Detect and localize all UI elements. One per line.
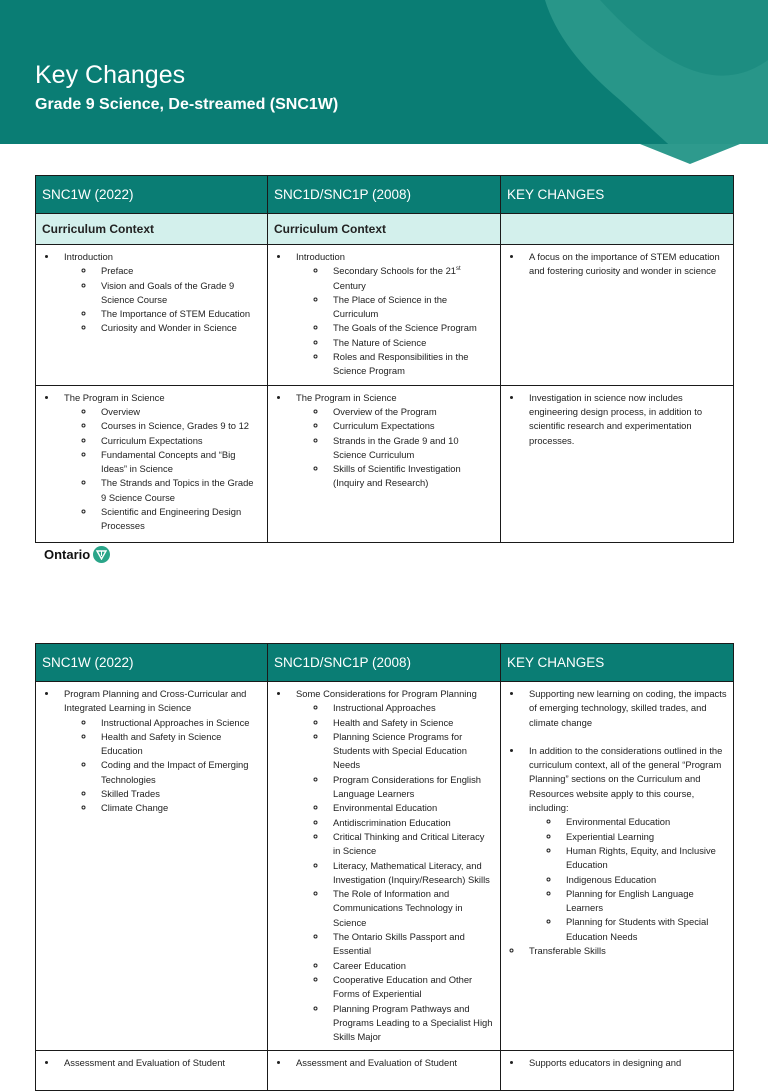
list-item: ◦ Cooperative Education and Other Forms of Experiential: [327, 973, 494, 1002]
list-item: • The Program in Science ◦ Overview of the Program ◦ Curriculum Expectations ◦ Strands in the Grade 9 and 10 Science Curriculum ◦ Skills of Scientific Investigation (Inquiry and Research): [290, 391, 494, 491]
list-item: ◦ Program Considerations for English Language Learners: [327, 773, 494, 802]
list-item: ◦ Antidiscrimination Education: [327, 816, 494, 830]
table-row: [36, 385, 734, 542]
cell-old: [268, 1051, 501, 1091]
list-item: ◦ Courses in Science, Grades 9 to 12: [95, 419, 261, 433]
comparison-table-page-1: [35, 175, 734, 543]
list-item: ◦ Fundamental Concepts and “Big Ideas” in Science: [95, 448, 261, 477]
list-item: ◦ Critical Thinking and Critical Literacy in Science: [327, 830, 494, 859]
list-item: ◦ Transferable Skills: [523, 944, 727, 958]
list-item: ◦ Overview: [95, 405, 261, 419]
list-item: ◦ The Place of Science in the Curriculum: [327, 293, 494, 322]
table-header-row: [36, 644, 734, 682]
list-item: ◦ Instructional Approaches: [327, 701, 494, 715]
cell-old: [268, 245, 501, 386]
list-item: • Some Considerations for Program Planning ◦ Instructional Approaches ◦ Health and Safety in Science ◦ Planning Science Programs for Students with Special Education Needs ◦ Program Considerations for English Language Learners ◦ Environmental Education ◦ Antidiscrimination Education ◦ Critical Thinking and Critical Literacy in Science ◦ Literacy, Mathematical Literacy, and Investigation (Inquiry/Research) Skills ◦ The Role of Information and Communications Technology in Science ◦ The Ontario Skills Passport and Essential ◦ Career Education ◦ Cooperative Education and Other Forms of Experiential ◦ Planning Program Pathways and Programs Leading to a Specialist High Skills Major: [290, 687, 494, 1044]
list-item: • Investigation in science now includes engineering design process, in addition to scientific research and experimentation processes.: [523, 391, 727, 448]
list-item: ◦ Skills of Scientific Investigation (Inquiry and Research): [327, 462, 494, 491]
list-item: ◦ Planning for English Language Learners: [560, 887, 727, 916]
column-header-changes: KEY CHANGES: [501, 644, 734, 682]
table-row: [36, 682, 734, 1051]
list-item: ◦ Curriculum Expectations: [327, 419, 494, 433]
list-item: • Assessment and Evaluation of Student: [58, 1056, 261, 1070]
table-row: [36, 245, 734, 386]
list-item: ◦ The Nature of Science: [327, 336, 494, 350]
list-item: ◦ Career Education: [327, 959, 494, 973]
column-header-changes: KEY CHANGES: [501, 176, 734, 214]
list-item: ◦ The Importance of STEM Education: [95, 307, 261, 321]
column-header-new: SNC1W (2022): [36, 176, 268, 214]
cell-changes: [501, 1051, 734, 1091]
list-item: ◦ Literacy, Mathematical Literacy, and Investigation (Inquiry/Research) Skills: [327, 859, 494, 888]
list-item: ◦ The Goals of the Science Program: [327, 321, 494, 335]
page-subtitle: Grade 9 Science, De-streamed (SNC1W): [35, 96, 339, 113]
list-item: ◦ Scientific and Engineering Design Processes: [95, 505, 261, 534]
cell-new: [36, 682, 268, 1051]
trillium-icon: [93, 546, 110, 563]
table-row: [36, 1051, 734, 1091]
list-item: ◦ Health and Safety in Science Education: [95, 730, 261, 759]
list-item: ◦ Secondary Schools for the 21st Century: [327, 264, 494, 293]
ontario-logo-text: Ontario: [44, 547, 91, 562]
page-title: Key Changes: [35, 61, 186, 89]
cell-new: [36, 245, 268, 386]
list-item: • A focus on the importance of STEM education and fostering curiosity and wonder in science: [523, 250, 727, 279]
list-item: ◦ Coding and the Impact of Emerging Technologies: [95, 758, 261, 787]
context-row: [36, 214, 734, 245]
list-item: ◦ Planning Program Pathways and Programs Leading to a Specialist High Skills Major: [327, 1002, 494, 1045]
list-item: ◦ Climate Change: [95, 801, 261, 815]
list-item: • Supports educators in designing and: [523, 1056, 727, 1070]
cell-new: [36, 385, 268, 542]
list-item: ◦ The Ontario Skills Passport and Essential: [327, 930, 494, 959]
list-item: • Assessment and Evaluation of Student: [290, 1056, 494, 1070]
context-cell-old: Curriculum Context: [268, 214, 501, 245]
list-item: • Supporting new learning on coding, the impacts of emerging technology, skilled trades, and climate change: [523, 687, 727, 730]
list-item: ◦ Strands in the Grade 9 and 10 Science Curriculum: [327, 434, 494, 463]
list-item: • In addition to the considerations outlined in the curriculum context, all of the general “Program Planning” sections on the Curriculum and Resources website apply to this course, including: ◦ Environmental Education ◦ Experiential Learning ◦ Human Rights, Equity, and Inclusive Education ◦ Indigenous Education ◦ Planning for English Language Learners ◦ Planning for Students with Special Education Needs: [523, 744, 727, 944]
list-item: ◦ The Role of Information and Communications Technology in Science: [327, 887, 494, 930]
cell-old: [268, 385, 501, 542]
context-cell-changes: [501, 214, 734, 245]
ontario-logo: [44, 546, 110, 563]
table-header-row: [36, 176, 734, 214]
cell-changes: [501, 245, 734, 386]
list-item: ◦ Instructional Approaches in Science: [95, 716, 261, 730]
list-item: • Program Planning and Cross-Curricular and Integrated Learning in Science ◦ Instructional Approaches in Science ◦ Health and Safety in Science Education ◦ Coding and the Impact of Emerging Technologies ◦ Skilled Trades ◦ Climate Change: [58, 687, 261, 816]
list-item: ◦ Environmental Education: [560, 815, 727, 829]
list-item: ◦ Curriculum Expectations: [95, 434, 261, 448]
column-header-old: SNC1D/SNC1P (2008): [268, 644, 501, 682]
list-item: ◦ Health and Safety in Science: [327, 716, 494, 730]
cell-changes: [501, 682, 734, 1051]
list-item: ◦ The Strands and Topics in the Grade 9 Science Course: [95, 476, 261, 505]
cell-old: [268, 682, 501, 1051]
list-item: ◦ Skilled Trades: [95, 787, 261, 801]
column-header-old: SNC1D/SNC1P (2008): [268, 176, 501, 214]
list-item: ◦ Curiosity and Wonder in Science: [95, 321, 261, 335]
list-item: • Introduction ◦ Preface ◦ Vision and Goals of the Grade 9 Science Course ◦ The Importance of STEM Education ◦ Curiosity and Wonder in Science: [58, 250, 261, 336]
list-item: • Introduction ◦ Secondary Schools for the 21st Century ◦ The Place of Science in the Curriculum ◦ The Goals of the Science Program ◦ The Nature of Science ◦ Roles and Responsibilities in the Science Program: [290, 250, 494, 379]
page-header: [0, 0, 768, 144]
list-item: ◦ Preface: [95, 264, 261, 278]
list-item: ◦ Indigenous Education: [560, 873, 727, 887]
cell-new: [36, 1051, 268, 1091]
list-item: ◦ Planning Science Programs for Students with Special Education Needs: [327, 730, 494, 773]
cell-changes: [501, 385, 734, 542]
list-item: ◦ Human Rights, Equity, and Inclusive Education: [560, 844, 727, 873]
list-item: ◦ Overview of the Program: [327, 405, 494, 419]
list-item: ◦ Environmental Education: [327, 801, 494, 815]
list-item: ◦ Roles and Responsibilities in the Science Program: [327, 350, 494, 379]
context-cell-new: Curriculum Context: [36, 214, 268, 245]
list-item: ◦ Vision and Goals of the Grade 9 Science Course: [95, 279, 261, 308]
list-item: ◦ Planning for Students with Special Education Needs: [560, 915, 727, 944]
column-header-new: SNC1W (2022): [36, 644, 268, 682]
list-item: ◦ Experiential Learning: [560, 830, 727, 844]
list-item: • The Program in Science ◦ Overview ◦ Courses in Science, Grades 9 to 12 ◦ Curriculum Expectations ◦ Fundamental Concepts and “Big Ideas” in Science ◦ The Strands and Topics in the Grade 9 Science Course ◦ Scientific and Engineering Design Processes: [58, 391, 261, 534]
